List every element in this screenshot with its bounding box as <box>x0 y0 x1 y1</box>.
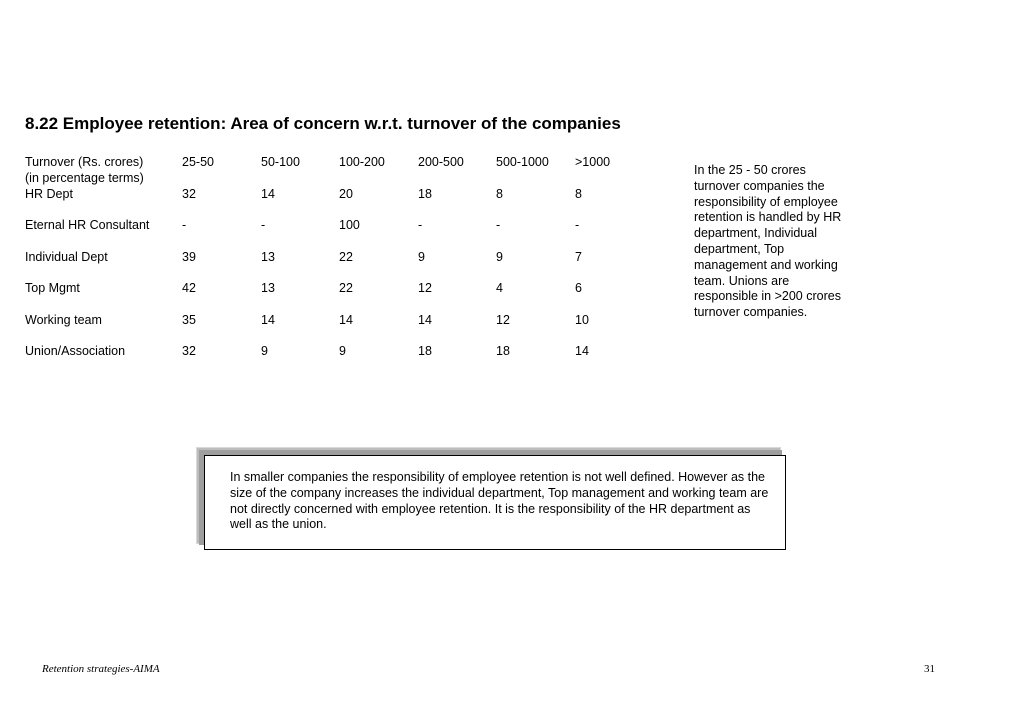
footer-document-title: Retention strategies-AIMA <box>42 663 160 675</box>
table-cell: 9 <box>339 344 346 358</box>
table-cell: 14 <box>261 186 275 201</box>
table-cell: 39 <box>182 249 196 264</box>
table-cell: - <box>418 218 423 232</box>
row-label: Union/Association <box>25 344 126 358</box>
side-note: In the 25 - 50 crores turnover companies the responsibility of employee retention is handled by HR department, Individual department, Top management and working team. Unions are responsible in >200 crores turnover companies. <box>694 163 842 320</box>
table-cell: 22 <box>339 249 353 264</box>
table-cell: 18 <box>496 344 510 358</box>
table-cell: 14 <box>261 312 275 327</box>
header-label-sub: (in percentage terms) <box>25 170 144 185</box>
callout-text: In smaller companies the responsibility of employee retention is not well defined. However as the size of the company increases the individual department, Top management and working team are not directly concerned with employee retention. It is the responsibility of the HR department as well as the union. <box>230 470 769 532</box>
row-label: Individual Dept <box>25 249 108 264</box>
table-cell: - <box>575 218 580 232</box>
table-cell: - <box>496 218 501 232</box>
table-cell: 8 <box>575 186 582 201</box>
table-cell: 8 <box>496 186 503 201</box>
column-header: >1000 <box>575 155 611 169</box>
column-header: 50-100 <box>261 155 300 169</box>
table-cell: 9 <box>496 249 503 264</box>
column-header: 200-500 <box>418 155 464 169</box>
row-label: Eternal HR Consultant <box>25 218 150 232</box>
header-label-main: Turnover (Rs. crores) <box>25 155 144 169</box>
table-cell: 10 <box>575 312 589 327</box>
row-label: HR Dept <box>25 186 73 201</box>
row-label: Top Mgmt <box>25 281 80 295</box>
table-cell: 12 <box>418 281 432 295</box>
table-cell: 14 <box>418 312 432 327</box>
table-cell: 9 <box>261 344 268 358</box>
callout-box <box>204 455 786 550</box>
page-number: 31 <box>924 663 935 675</box>
table-cell: - <box>261 218 266 232</box>
page-title: 8.22 Employee retention: Area of concern w.r.t. turnover of the companies <box>25 114 621 133</box>
column-header: 25-50 <box>182 155 214 169</box>
table-cell: 32 <box>182 344 196 358</box>
table-cell: 13 <box>261 249 275 264</box>
table-cell: 6 <box>575 281 582 295</box>
table-cell: 14 <box>575 344 589 358</box>
table-cell: 14 <box>339 312 353 327</box>
table-cell: 7 <box>575 249 582 264</box>
table-header-label <box>25 155 144 186</box>
table-cell: 35 <box>182 312 196 327</box>
table-cell: 20 <box>339 186 353 201</box>
table-cell: 100 <box>339 218 360 232</box>
table-cell: 32 <box>182 186 196 201</box>
table-cell: 18 <box>418 186 432 201</box>
table-cell: 22 <box>339 281 353 295</box>
table-cell: 18 <box>418 344 432 358</box>
column-header: 500-1000 <box>496 155 549 169</box>
table-cell: 12 <box>496 312 510 327</box>
table-cell: 42 <box>182 281 196 295</box>
table-cell: 4 <box>496 281 503 295</box>
row-label: Working team <box>25 312 102 327</box>
table-cell: 9 <box>418 249 425 264</box>
table-cell: - <box>182 218 187 232</box>
table-cell: 13 <box>261 281 275 295</box>
column-header: 100-200 <box>339 155 385 169</box>
